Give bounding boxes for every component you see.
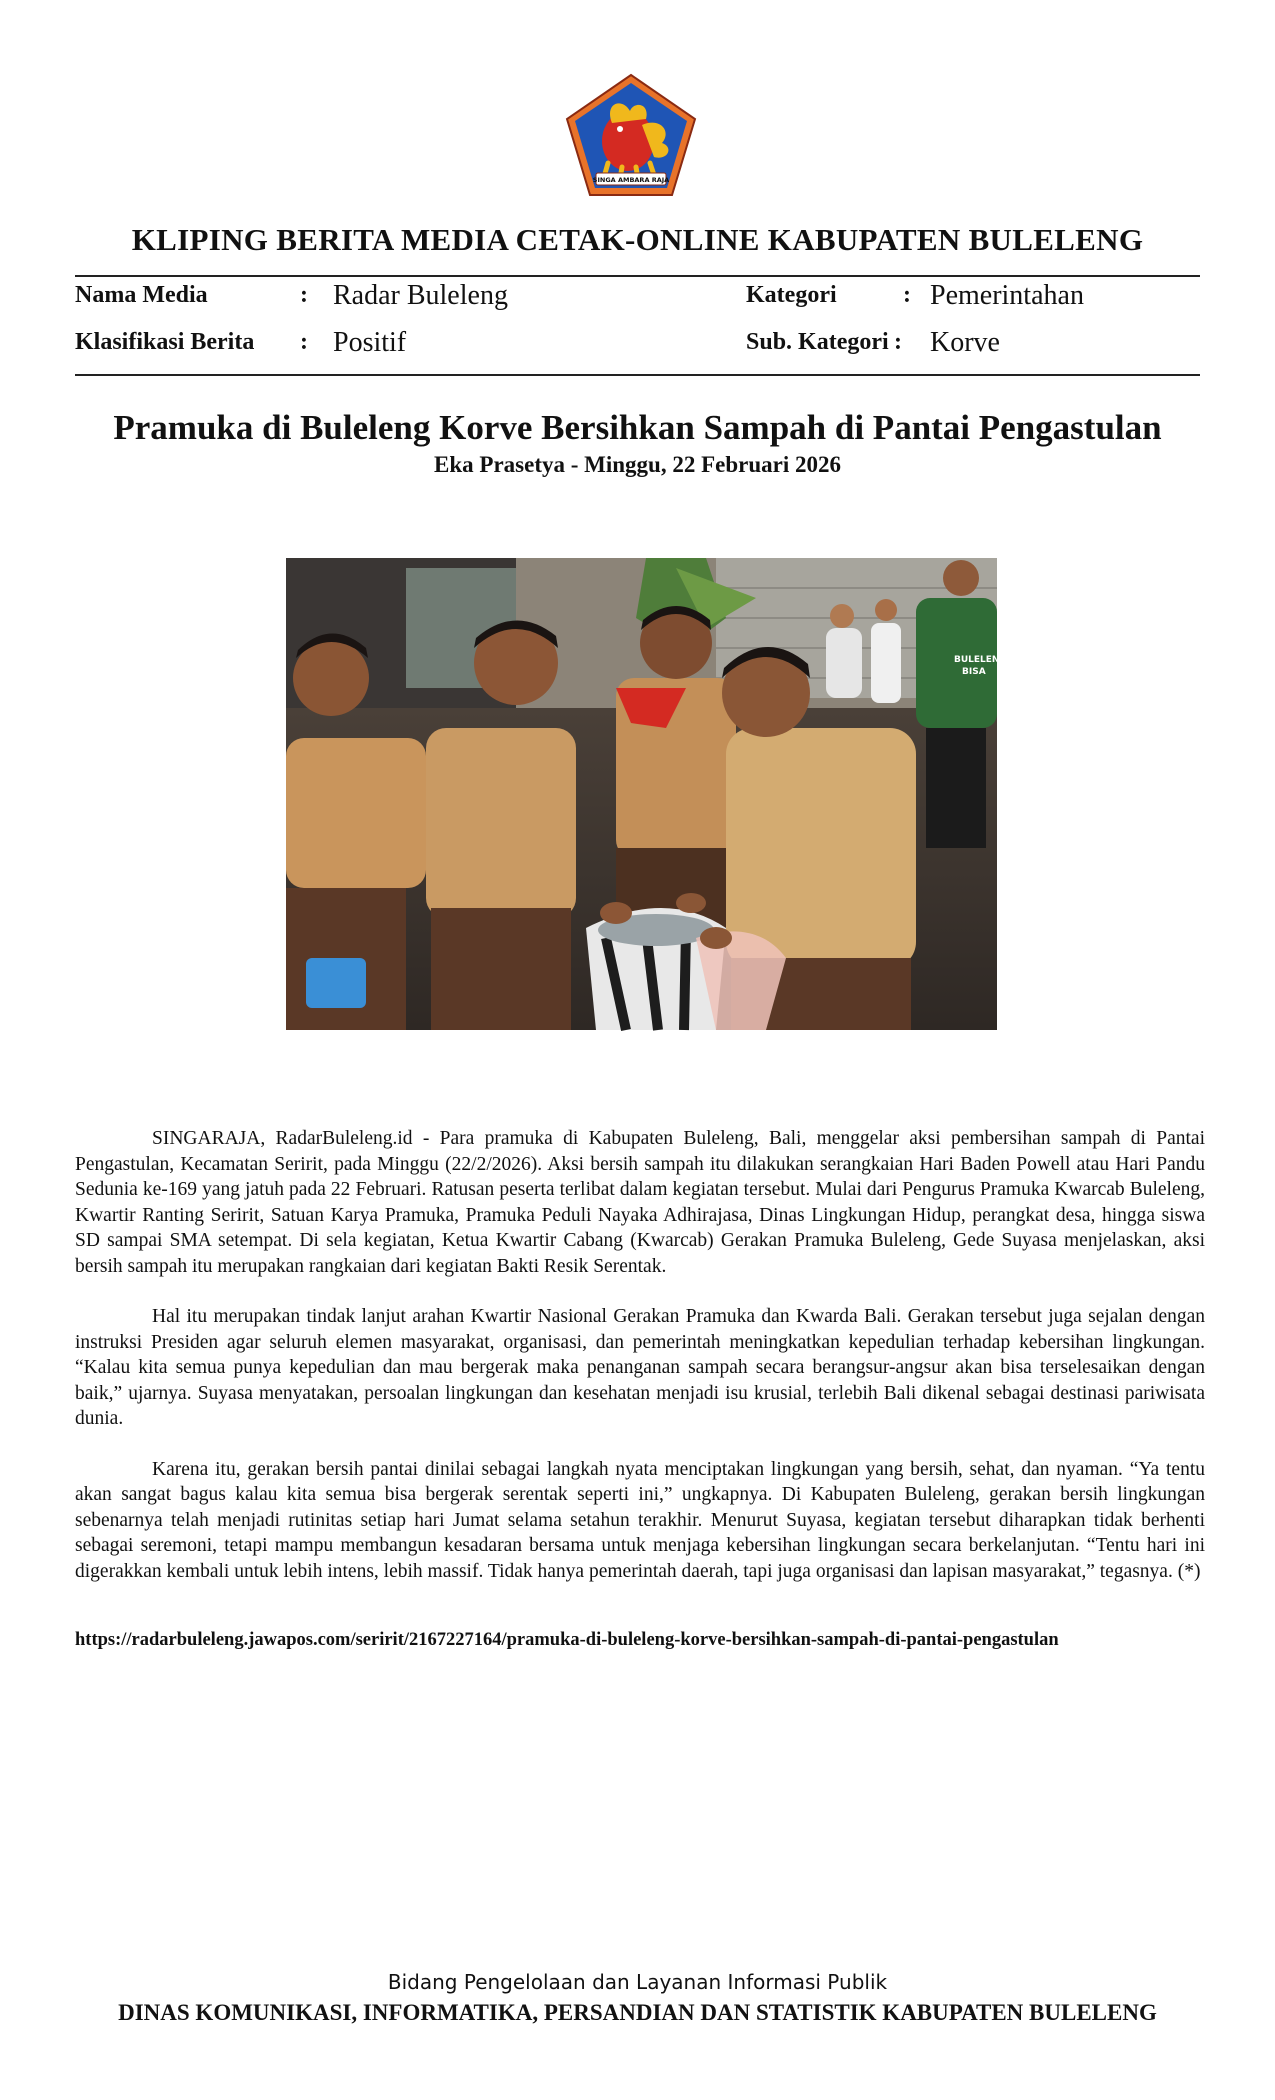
article-paragraph: SINGARAJA, RadarBuleleng.id - Para pramuka di Kabupaten Buleleng, Bali, menggelar aksi pembersihan sampah di Pantai Pengastulan, Kecamatan Seririt, pada Minggu (22/2/2026). Aksi bersih sampah itu dilakukan serangkaian Hari Baden Powell atau Hari Pandu Sedunia ke-169 yang jatuh pada 22 Februari. Ratusan peserta terlibat dalam kegiatan tersebut. Mulai dari Pengurus Pramuka Kwarcab Buleleng, Kwartir Ranting Seririt, Satuan Karya Pramuka, Pramuka Peduli Nayaka Adhirajasa, Dinas Lingkungan Hidup, perangkat desa, hingga siswa SD sampai SMA setempat. Di sela kegiatan, Ketua Kwartir Cabang (Kwarcab) Gerakan Pramuka Buleleng, Gede Suyasa menjelaskan, aksi bersih sampah itu merupakan rangkaian dari kegiatan Bakti Resik Serentak. (75, 1128, 1205, 1277)
source-link[interactable]: https://radarbuleleng.jawapos.com/seririt/2167227164/pramuka-di-buleleng-korve-bersihkan-sampah-di-pantai-pengastulan (75, 1630, 1059, 1650)
article-body (75, 1126, 1205, 1609)
sub-kategori-label: Sub. Kategori (746, 329, 889, 355)
document-title: KLIPING BERITA MEDIA CETAK-ONLINE KABUPATEN BULELENG (131, 222, 1144, 257)
article-paragraph: Hal itu merupakan tindak lanjut arahan Kwartir Nasional Gerakan Pramuka dan Kwarda Bali. Gerakan tersebut juga sejalan dengan instruksi Presiden agar seluruh elemen masyarakat, organisasi, dan pemerintah meningkatkan kepedulian terhadap kebersihan lingkungan. “Kalau kita semua punya kepedulian dan mau bergerak maka penanganan sampah secara berangsur-angsur akan bisa terselesaikan dengan baik,” ujarnya. Suyasa menyatakan, persoalan lingkungan dan kesehatan menjadi isu krusial, terlebih Bali dikenal sebagai destinasi pariwisata dunia. (75, 1306, 1205, 1429)
article-headline: Pramuka di Buleleng Korve Bersihkan Sampah di Pantai Pengastulan (113, 408, 1162, 447)
meta-colon: : (300, 329, 308, 355)
header-top-rule (75, 275, 1200, 277)
kategori-label: Kategori (746, 282, 837, 308)
article-paragraph: Karena itu, gerakan bersih pantai dinilai sebagai langkah nyata menciptakan lingkungan yang bersih, sehat, dan nyaman. “Ya tentu akan sangat bagus kalau kita semua bisa bergerak serentak seperti ini,” ungkapnya. Di Kabupaten Buleleng, gerakan bersih lingkungan sebenarnya telah menjadi rutinitas setiap hari Jumat selama setahun terakhir. Menurut Suyasa, kegiatan tersebut diharapkan tidak berhenti sebagai seremoni, tetapi mampu membangun kesadaran bersama untuk menjaga kebersihan lingkungan secara berkelanjutan. “Tentu hari ini digerakkan kembali untuk lebih intens, lebih massif. Tidak hanya pemerintah daerah, tapi juga organisasi dan lapisan masyarakat,” tegasnya. (*) (75, 1458, 1205, 1582)
emblem-motto-text: SINGA AMBARA RAJA (592, 176, 670, 184)
kategori-value: Pemerintahan (930, 280, 1084, 311)
article-byline: Eka Prasetya - Minggu, 22 Februari 2026 (434, 452, 841, 477)
sub-kategori-value: Korve (930, 327, 1000, 358)
footer-agency: DINAS KOMUNIKASI, INFORMATIKA, PERSANDIAN DAN STATISTIK KABUPATEN BULELENG (118, 2000, 1157, 2025)
header-bottom-rule (75, 374, 1200, 376)
shirt-text: BULELENG (954, 655, 1007, 665)
nama-media-value: Radar Buleleng (333, 280, 508, 311)
article-photo (286, 558, 1007, 1030)
klasifikasi-berita-value: Positif (333, 327, 407, 358)
klasifikasi-berita-label: Klasifikasi Berita (75, 329, 255, 355)
regency-emblem-logo (564, 73, 698, 199)
meta-colon: : (903, 282, 911, 308)
meta-colon: : (894, 329, 902, 355)
meta-colon: : (300, 282, 308, 308)
footer-department: Bidang Pengelolaan dan Layanan Informasi Publik (387, 1970, 888, 1994)
shirt-text: BISA (962, 667, 986, 677)
nama-media-label: Nama Media (75, 282, 208, 308)
